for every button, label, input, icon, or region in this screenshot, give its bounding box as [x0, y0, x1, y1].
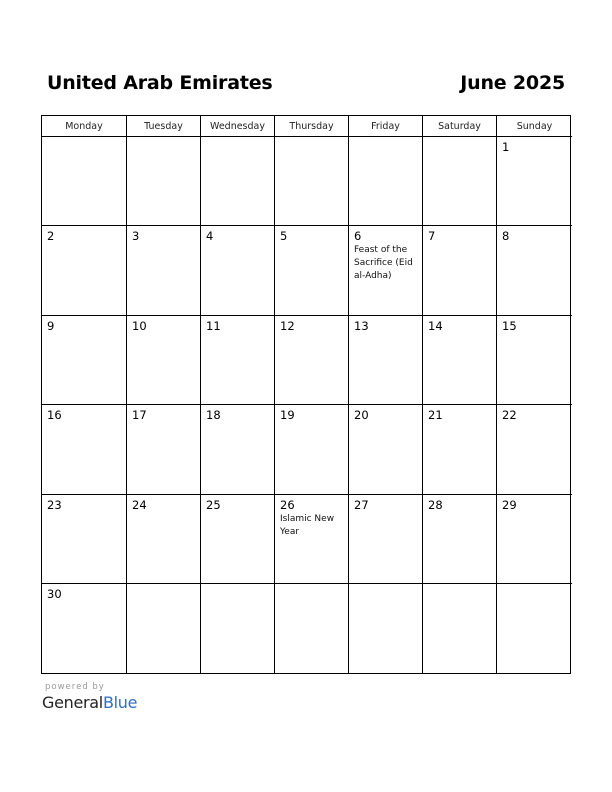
day-cell	[42, 137, 127, 226]
day-number: 20	[354, 408, 369, 422]
day-cell	[42, 316, 127, 405]
day-cell	[275, 405, 349, 495]
day-number: 10	[132, 319, 147, 333]
day-cell	[497, 584, 572, 673]
weekday-header-friday: Friday	[349, 116, 423, 137]
day-cell	[423, 584, 497, 673]
day-cell	[42, 226, 127, 316]
day-number: 23	[47, 498, 62, 512]
day-cell	[201, 226, 275, 316]
day-cell	[127, 226, 201, 316]
day-cell	[127, 316, 201, 405]
day-cell	[349, 316, 423, 405]
day-number: 11	[206, 319, 221, 333]
brand-general-text: General	[42, 693, 103, 712]
powered-by-text: powered by	[45, 682, 105, 692]
day-number: 16	[47, 408, 62, 422]
day-number: 25	[206, 498, 221, 512]
weekday-header-wednesday: Wednesday	[201, 116, 275, 137]
day-number: 29	[502, 498, 517, 512]
day-cell	[201, 137, 275, 226]
day-number: 17	[132, 408, 147, 422]
day-number: 9	[47, 319, 55, 333]
day-cell	[423, 137, 497, 226]
weekday-header-sunday: Sunday	[497, 116, 572, 137]
day-cell	[275, 584, 349, 673]
day-number: 21	[428, 408, 443, 422]
generalblue-logo[interactable]	[42, 693, 137, 712]
weekday-header-monday: Monday	[42, 116, 127, 137]
day-cell	[127, 405, 201, 495]
day-cell	[275, 495, 349, 584]
day-number: 14	[428, 319, 443, 333]
day-number: 30	[47, 587, 62, 601]
day-cell	[42, 495, 127, 584]
day-number: 12	[280, 319, 295, 333]
day-cell	[349, 226, 423, 316]
day-number: 22	[502, 408, 517, 422]
day-cell	[497, 405, 572, 495]
day-number: 1	[502, 140, 510, 154]
weekday-header-thursday: Thursday	[275, 116, 349, 137]
day-cell	[349, 584, 423, 673]
brand-blue-text: Blue	[102, 693, 138, 712]
day-number: 18	[206, 408, 221, 422]
day-number: 7	[428, 229, 436, 243]
day-number: 2	[47, 229, 55, 243]
holiday-label: Feast of the Sacrifice (Eid al-Adha)	[354, 245, 413, 281]
day-number: 5	[280, 229, 288, 243]
day-cell	[349, 137, 423, 226]
day-cell	[127, 137, 201, 226]
calendar-grid	[41, 115, 571, 674]
day-number: 19	[280, 408, 295, 422]
holiday-label: Islamic New Year	[280, 514, 335, 537]
day-number: 6	[354, 229, 362, 243]
day-cell	[349, 495, 423, 584]
day-cell	[201, 316, 275, 405]
weekday-header-tuesday: Tuesday	[127, 116, 201, 137]
day-cell	[497, 316, 572, 405]
day-number: 15	[502, 319, 517, 333]
day-cell	[423, 495, 497, 584]
day-cell	[423, 405, 497, 495]
day-cell	[127, 495, 201, 584]
country-title: United Arab Emirates	[47, 72, 273, 94]
day-number: 27	[354, 498, 369, 512]
day-cell	[349, 405, 423, 495]
weekday-header-saturday: Saturday	[423, 116, 497, 137]
day-cell	[497, 226, 572, 316]
day-number: 28	[428, 498, 443, 512]
day-cell	[127, 584, 201, 673]
day-cell	[423, 316, 497, 405]
day-cell	[275, 137, 349, 226]
day-cell	[497, 495, 572, 584]
day-number: 4	[206, 229, 214, 243]
day-cell	[497, 137, 572, 226]
day-cell	[275, 226, 349, 316]
day-cell	[201, 584, 275, 673]
day-cell	[423, 226, 497, 316]
day-number: 13	[354, 319, 369, 333]
day-cell	[275, 316, 349, 405]
day-number: 26	[280, 498, 295, 512]
day-number: 3	[132, 229, 140, 243]
day-cell	[42, 584, 127, 673]
day-cell	[201, 495, 275, 584]
day-cell	[201, 405, 275, 495]
day-number: 24	[132, 498, 147, 512]
day-cell	[42, 405, 127, 495]
month-year-title: June 2025	[460, 72, 565, 94]
day-number: 8	[502, 229, 510, 243]
